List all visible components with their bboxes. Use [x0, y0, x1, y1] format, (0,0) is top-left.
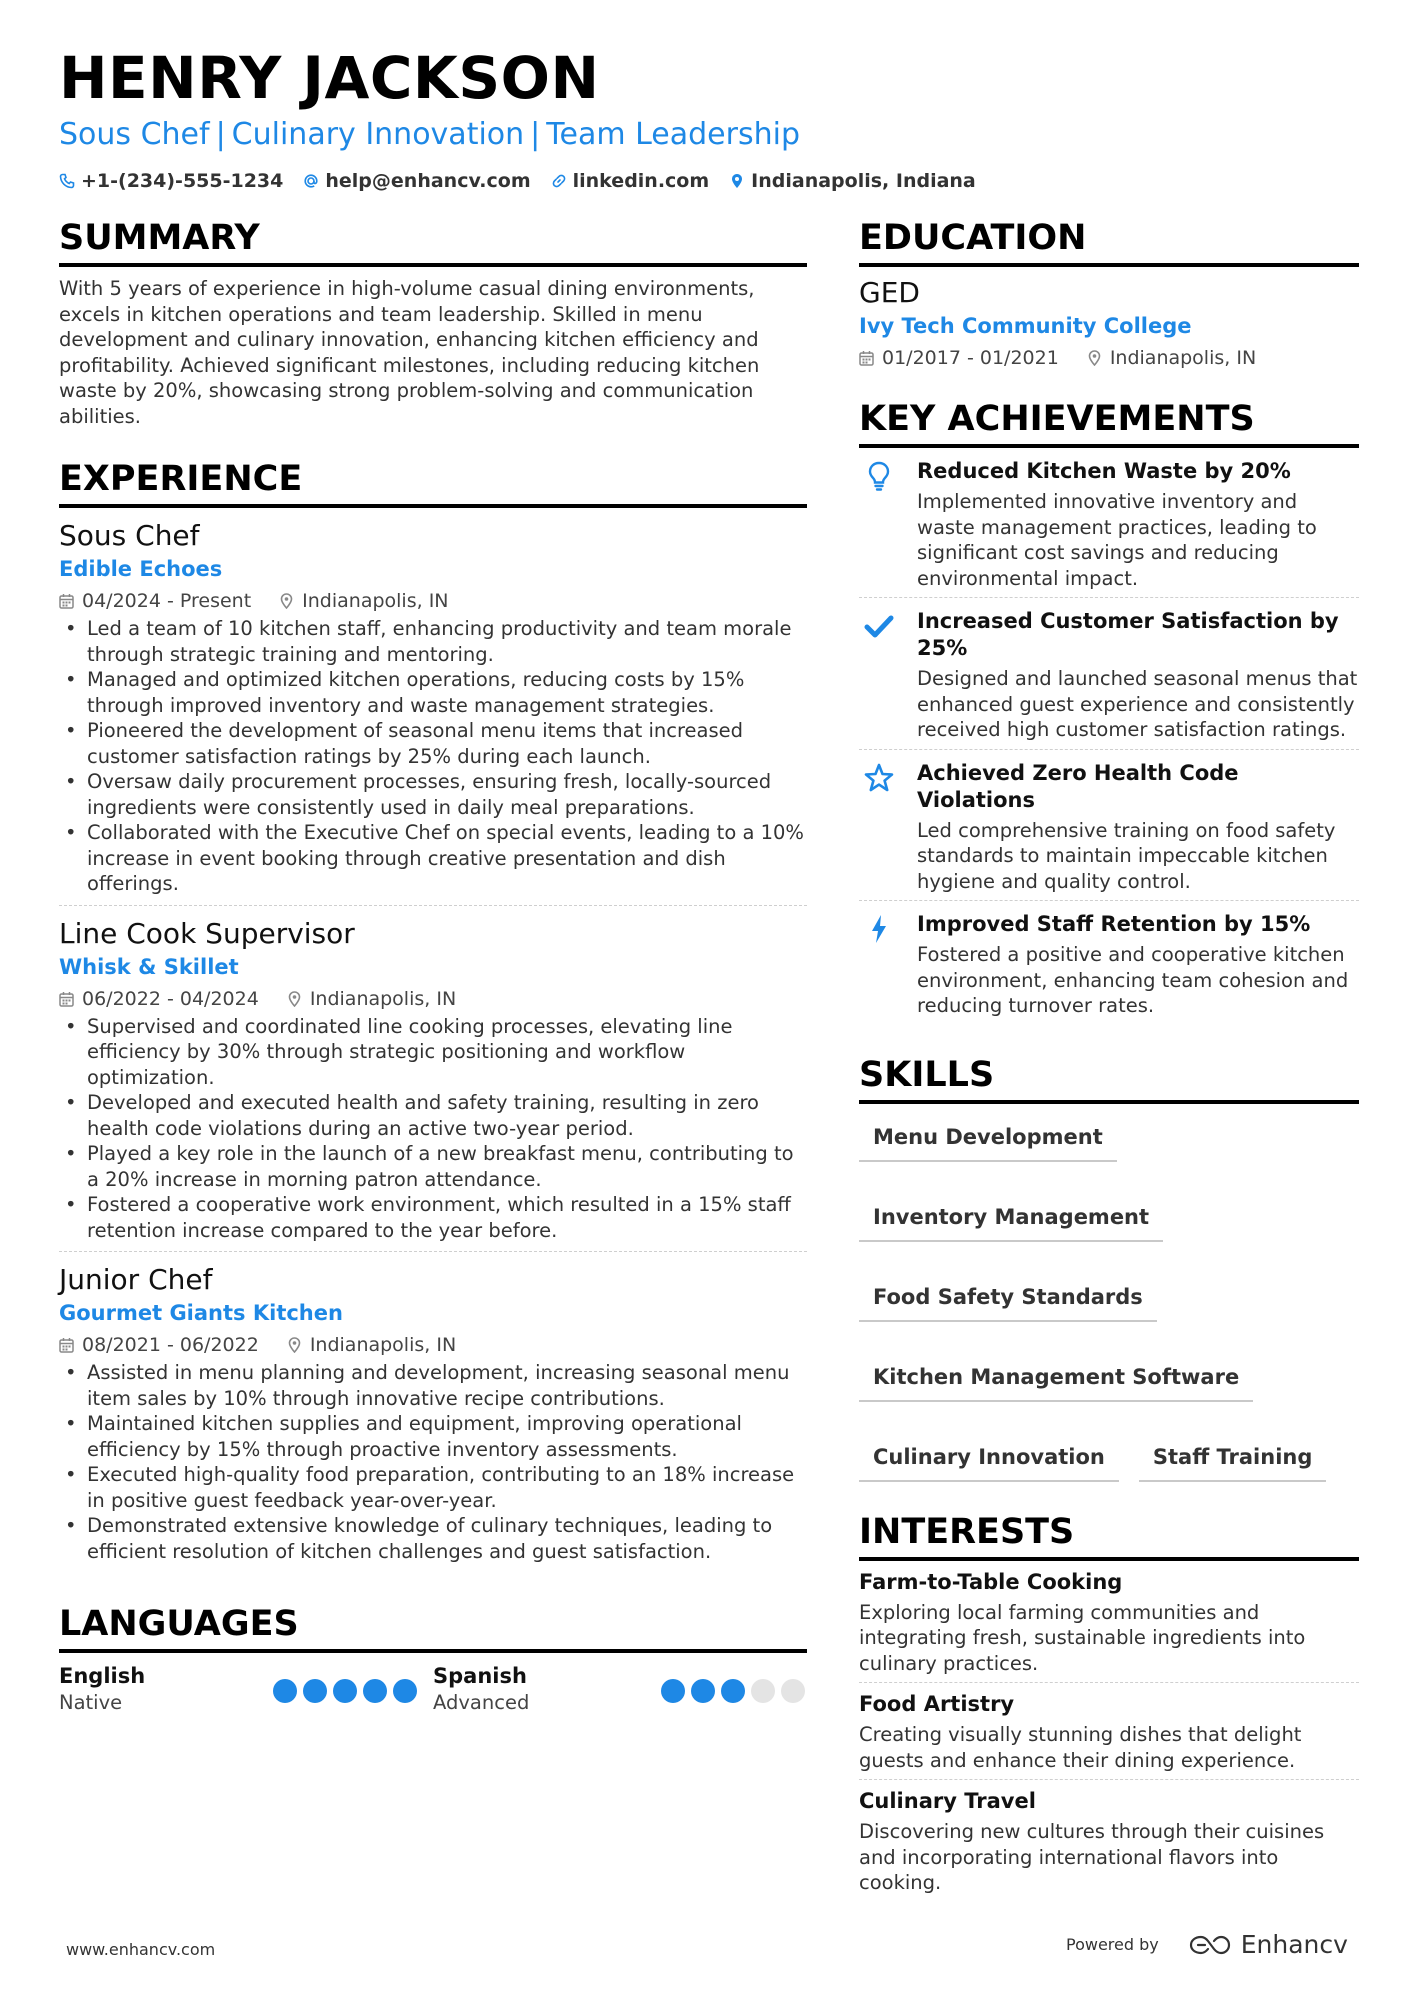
right-column — [859, 216, 1359, 1902]
calendar-icon — [59, 991, 74, 1007]
phone-icon — [59, 173, 75, 189]
job-location-text: Indianapolis, IN — [309, 1334, 457, 1356]
achievement-icon-wrap — [859, 608, 899, 743]
achievement-title: Increased Customer Satisfaction by 25% — [917, 609, 1339, 660]
achievements-heading: KEY ACHIEVEMENTS — [859, 397, 1359, 448]
job-location — [279, 588, 448, 614]
skills-heading: SKILLS — [859, 1053, 1359, 1104]
tagline-specialty-2: Team Leadership — [546, 117, 800, 152]
rating-dot-filled — [393, 1679, 417, 1703]
tagline-role: Sous Chef — [59, 117, 210, 152]
contact-linkedin-text: linkedin.com — [572, 170, 710, 192]
achievement-body — [917, 911, 1359, 1019]
contact-phone[interactable] — [59, 170, 283, 192]
job-location — [287, 986, 456, 1012]
calendar-icon — [59, 593, 74, 609]
education-location-text: Indianapolis, IN — [1109, 347, 1257, 369]
job-dates — [59, 986, 259, 1012]
footer-website[interactable]: www.enhancv.com — [66, 1940, 216, 1959]
language-level: Native — [59, 1691, 123, 1714]
achievement-item — [859, 598, 1359, 750]
language-name: English — [59, 1664, 146, 1688]
job-entry — [59, 916, 807, 1253]
rating-dot-filled — [661, 1679, 685, 1703]
rating-dot-filled — [333, 1679, 357, 1703]
bullet-item: • Collaborated with the Executive Chef on special events, leading to a 10% increase in event booking through creative presentation and dish offerings. — [59, 820, 807, 897]
skill-tag: Culinary Innovation — [859, 1438, 1119, 1482]
location-pin-icon — [279, 593, 294, 609]
achievement-title: Reduced Kitchen Waste by 20% — [917, 459, 1291, 483]
lightbulb-icon — [864, 460, 894, 492]
achievement-description: Designed and launched seasonal menus that enhanced guest experience and consistently received high customer satisfaction ratings. — [917, 667, 1358, 741]
job-location-text: Indianapolis, IN — [309, 987, 457, 1010]
skill-tag: Staff Training — [1139, 1438, 1327, 1482]
tagline-specialty-1: Culinary Innovation — [231, 117, 525, 152]
job-title: Junior Chef — [59, 1263, 213, 1296]
achievement-icon-wrap — [859, 458, 899, 591]
achievements-section — [859, 397, 1359, 1025]
tagline — [59, 117, 800, 152]
bullet-item: • Pioneered the development of seasonal menu items that increased customer satisfaction ratings by 25% during each launch. — [59, 718, 807, 769]
star-icon — [864, 762, 894, 794]
job-dates — [59, 588, 251, 614]
achievement-title: Improved Staff Retention by 15% — [917, 912, 1311, 936]
location-pin-icon — [729, 173, 745, 189]
calendar-icon — [859, 350, 874, 366]
achievement-title: Achieved Zero Health Code Violations — [917, 760, 1239, 812]
summary-heading: SUMMARY — [59, 216, 807, 267]
interest-title: Farm-to-Table Cooking — [859, 1569, 1123, 1594]
achievement-description: Fostered a positive and cooperative kitchen environment, enhancing team cohesion and reducing turnover rates. — [917, 943, 1349, 1017]
skills-section — [859, 1053, 1359, 1482]
tagline-separator: | — [215, 117, 226, 152]
left-column — [59, 216, 807, 1716]
language-item — [433, 1663, 807, 1716]
school-name: Ivy Tech Community College — [859, 314, 1192, 338]
interests-section — [859, 1510, 1359, 1902]
company-name: Whisk & Skillet — [59, 954, 239, 979]
job-dates-text: 08/2021 - 06/2022 — [82, 1334, 259, 1356]
achievement-icon-wrap — [859, 760, 899, 895]
achievement-item — [859, 448, 1359, 598]
summary-text: With 5 years of experience in high-volume casual dining environments, excels in kitchen operations and team leadership. Skilled in menu development and culinary innovation, enhancing kitchen efficiency and profitability. Achieved significant milestones, including reducing kitchen waste by 20%, showcasing strong problem-solving and communication abilities. — [59, 277, 760, 428]
experience-section — [59, 457, 807, 1572]
bullet-item: • Led a team of 10 kitchen staff, enhancing productivity and team morale through strategic training and mentoring. — [59, 616, 807, 667]
education-meta — [859, 345, 1359, 371]
education-heading: EDUCATION — [859, 216, 1359, 267]
job-meta — [59, 588, 807, 614]
company-name: Gourmet Giants Kitchen — [59, 1301, 343, 1325]
footer-branding — [1066, 1930, 1348, 1959]
location-pin-icon — [287, 991, 302, 1007]
interest-description: Creating visually stunning dishes that delight guests and enhance their dining experience. — [859, 1723, 1302, 1772]
interest-item — [859, 1561, 1359, 1684]
rating-dot-filled — [721, 1679, 745, 1703]
job-title: Line Cook Supervisor — [59, 916, 355, 950]
bullet-item: • Fostered a cooperative work environment, which resulted in a 15% staff retention increase compared to the year before. — [59, 1192, 807, 1243]
job-title: Sous Chef — [59, 519, 200, 552]
rating-dot-filled — [363, 1679, 387, 1703]
job-entry — [59, 1262, 807, 1572]
achievement-body — [917, 760, 1359, 895]
job-location-text: Indianapolis, IN — [302, 590, 449, 612]
bullet-item: • Maintained kitchen supplies and equipment, improving operational efficiency by 15% through proactive inventory assessments. — [59, 1411, 807, 1462]
job-dates-text: 04/2024 - Present — [82, 590, 252, 612]
achievement-body — [917, 608, 1359, 743]
location-pin-icon — [1087, 350, 1102, 366]
language-info — [433, 1663, 529, 1716]
language-info — [59, 1663, 145, 1716]
contact-bar — [59, 170, 976, 192]
contact-location — [729, 170, 976, 192]
bullet-item: • Supervised and coordinated line cooking processes, elevating line efficiency by 30% through strategic positioning and workflow optimization. — [59, 1014, 807, 1091]
bullet-item: • Assisted in menu planning and development, increasing seasonal menu item sales by 10% through innovative recipe contributions. — [59, 1360, 807, 1411]
contact-linkedin[interactable] — [551, 170, 710, 192]
at-icon — [303, 173, 319, 189]
job-bullets — [59, 1360, 807, 1564]
rating-dot-filled — [303, 1679, 327, 1703]
languages-section — [59, 1602, 807, 1716]
job-dates-text: 06/2022 - 04/2024 — [82, 987, 259, 1010]
achievement-icon-wrap — [859, 911, 899, 1019]
rating-dot-filled — [273, 1679, 297, 1703]
summary-section — [59, 216, 807, 429]
interest-description: Discovering new cultures through their cuisines and incorporating international flavors into cooking. — [859, 1820, 1325, 1894]
skill-tag: Kitchen Management Software — [859, 1358, 1253, 1402]
language-name: Spanish — [433, 1664, 527, 1688]
interest-item — [859, 1780, 1359, 1902]
skill-tag: Menu Development — [859, 1118, 1117, 1162]
bullet-item: • Managed and optimized kitchen operations, reducing costs by 15% through improved inventory and waste management strategies. — [59, 667, 807, 718]
powered-by-label: Powered by — [1066, 1935, 1159, 1954]
contact-location-text: Indianapolis, Indiana — [751, 170, 976, 192]
contact-email[interactable] — [303, 170, 530, 192]
bullet-item: • Oversaw daily procurement processes, ensuring fresh, locally-sourced ingredients were consistently used in daily meal preparations. — [59, 769, 807, 820]
lightning-bolt-icon — [864, 913, 894, 945]
job-bullets — [59, 1014, 807, 1244]
achievement-description: Implemented innovative inventory and waste management practices, leading to significant cost savings and reducing environmental impact. — [917, 490, 1317, 590]
interest-item — [859, 1683, 1359, 1780]
interest-description: Exploring local farming communities and integrating fresh, sustainable ingredients into culinary practices. — [859, 1600, 1306, 1675]
achievement-item — [859, 750, 1359, 902]
brand-name: Enhancv — [1240, 1930, 1348, 1959]
interest-title: Food Artistry — [859, 1692, 1015, 1716]
rating-dot-filled — [691, 1679, 715, 1703]
experience-heading: EXPERIENCE — [59, 457, 807, 508]
candidate-name: HENRY JACKSON — [59, 44, 600, 112]
enhancv-logo-icon — [1187, 1932, 1233, 1958]
skill-tag: Food Safety Standards — [859, 1278, 1157, 1322]
education-dates-text: 01/2017 - 01/2021 — [882, 347, 1059, 369]
contact-email-text: help@enhancv.com — [325, 170, 531, 192]
link-icon — [551, 173, 567, 189]
achievement-description: Led comprehensive training on food safety standards to maintain impeccable kitchen hygiene and quality control. — [917, 818, 1336, 893]
interests-heading: INTERESTS — [859, 1510, 1359, 1561]
language-item — [59, 1663, 433, 1716]
contact-phone-text: +1-(234)-555-1234 — [81, 170, 284, 192]
languages-list — [59, 1663, 807, 1716]
brand-logo[interactable] — [1187, 1930, 1348, 1959]
rating-dot-empty — [751, 1679, 775, 1703]
language-rating — [661, 1679, 805, 1716]
job-bullets — [59, 616, 807, 897]
education-dates — [859, 345, 1059, 371]
skill-tag: Inventory Management — [859, 1198, 1163, 1242]
job-dates — [59, 1332, 259, 1358]
language-level: Advanced — [433, 1691, 530, 1714]
language-rating — [273, 1679, 417, 1716]
job-meta — [59, 986, 807, 1012]
interest-title: Culinary Travel — [859, 1789, 1036, 1813]
degree: GED — [859, 276, 920, 309]
languages-heading: LANGUAGES — [59, 1602, 807, 1653]
bullet-item: • Played a key role in the launch of a new breakfast menu, contributing to a 20% increase in morning patron attendance. — [59, 1141, 807, 1192]
checkmark-icon — [864, 610, 894, 642]
company-name: Edible Echoes — [59, 557, 223, 581]
tagline-separator: | — [530, 117, 541, 152]
education-section — [859, 216, 1359, 371]
bullet-item: • Demonstrated extensive knowledge of culinary techniques, leading to efficient resolution of kitchen challenges and guest satisfaction. — [59, 1513, 807, 1564]
job-meta — [59, 1332, 807, 1358]
education-location — [1087, 345, 1256, 371]
skills-list — [859, 1118, 1359, 1482]
job-location — [287, 1332, 456, 1358]
job-entry — [59, 518, 807, 906]
achievement-item — [859, 901, 1359, 1025]
calendar-icon — [59, 1337, 74, 1353]
location-pin-icon — [287, 1337, 302, 1353]
bullet-item: • Developed and executed health and safety training, resulting in zero health code violations during an active two-year period. — [59, 1090, 807, 1141]
bullet-item: • Executed high-quality food preparation, contributing to an 18% increase in positive guest feedback year-over-year. — [59, 1462, 807, 1513]
achievement-body — [917, 458, 1359, 591]
rating-dot-empty — [781, 1679, 805, 1703]
